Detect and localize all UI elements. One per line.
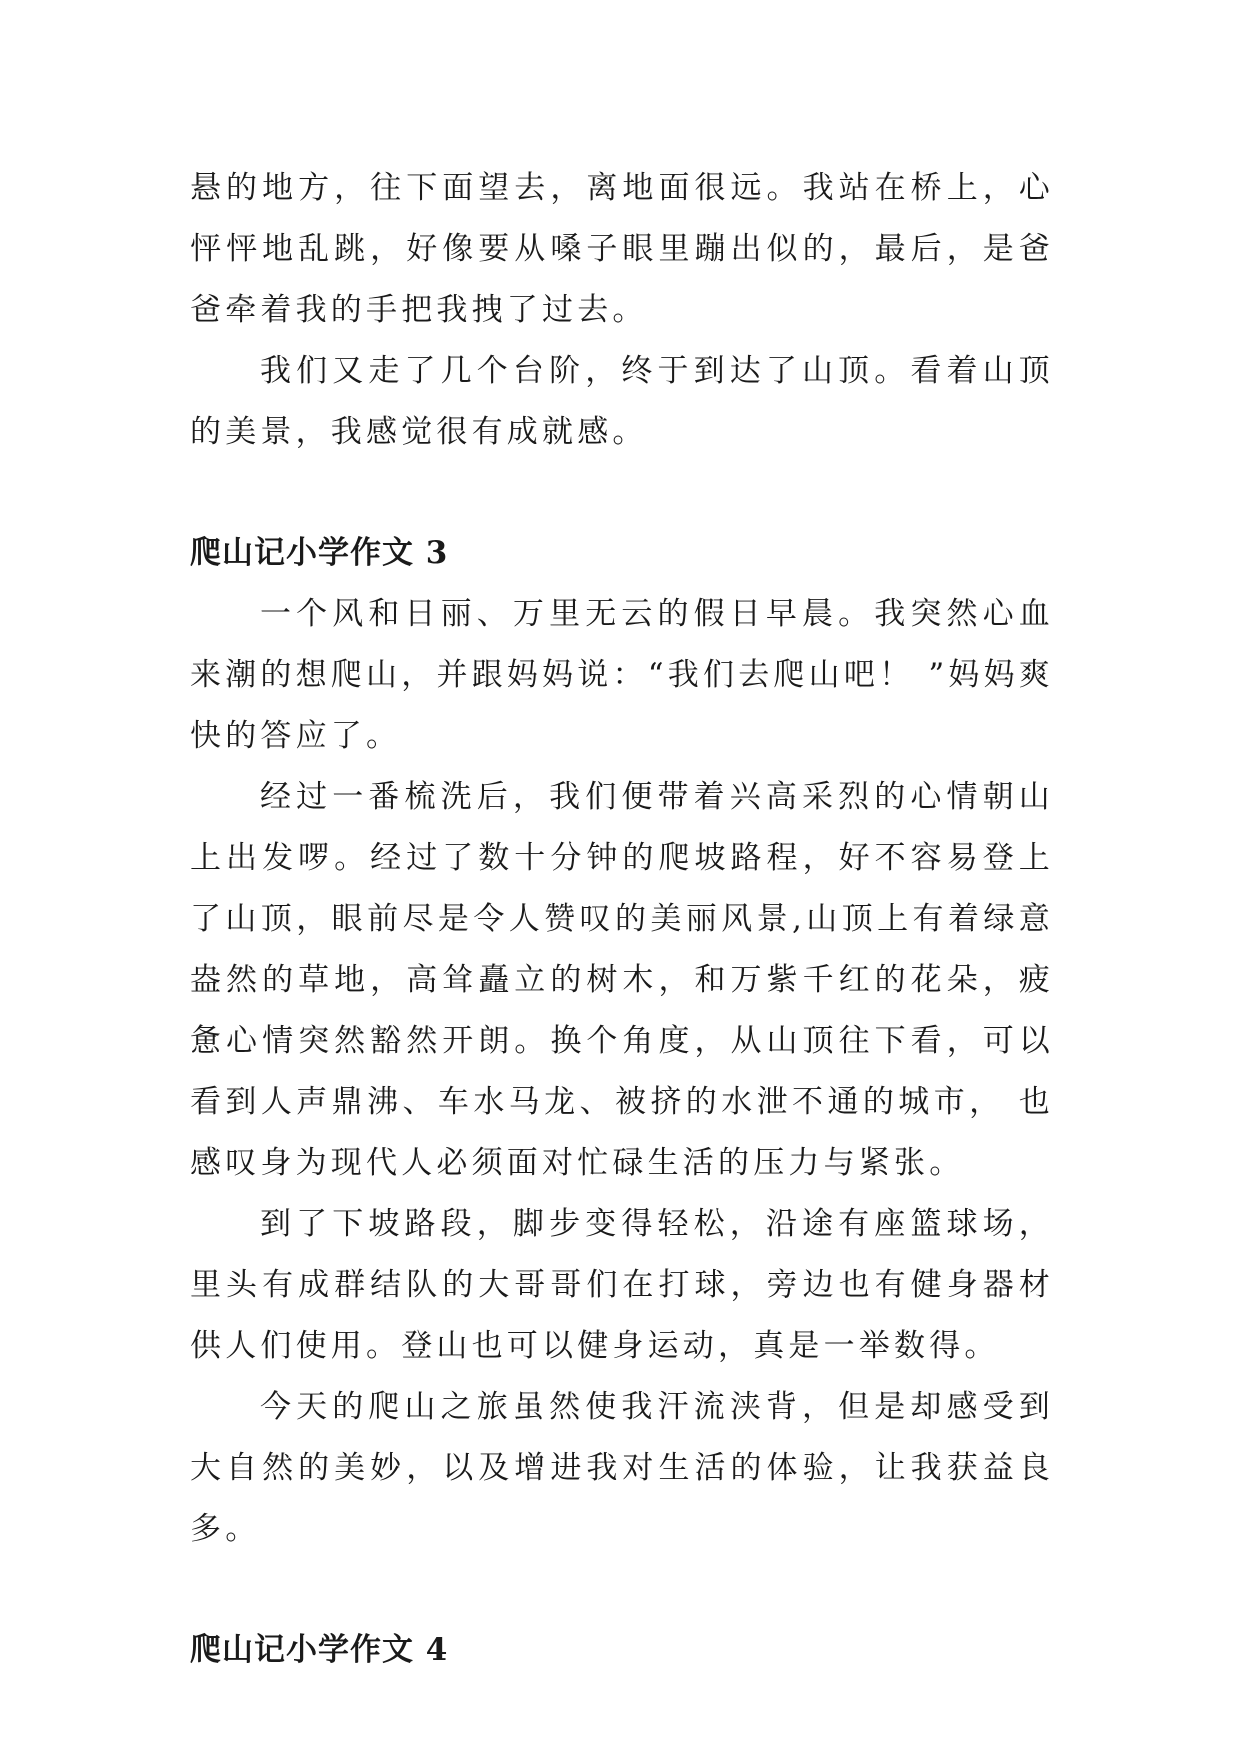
document-body	[190, 158, 1054, 1681]
section-gap	[190, 1560, 1054, 1620]
section-title-4: 爬山记小学作文 4	[190, 1632, 449, 1668]
section3-paragraph-3: 到了下坡路段，脚步变得轻松，沿途有座篮球场，里头有成群结队的大哥哥们在打球，旁边也有健身器材供人们使用。登山也可以健身运动，真是一举数得。	[190, 1206, 1054, 1364]
section3-paragraph-1: 一个风和日丽、万里无云的假日早晨。我突然心血来潮的想爬山，并跟妈妈说：“我们去爬山吧！ ”妈妈爽快的答应了。	[190, 596, 1054, 754]
paragraph-continued-1: 悬的地方，往下面望去，离地面很远。我站在桥上，心怦怦地乱跳，好像要从嗓子眼里蹦出似的，最后，是爸爸牵着我的手把我拽了过去。	[190, 170, 1054, 328]
section3-paragraph-4: 今天的爬山之旅虽然使我汗流浃背，但是却感受到大自然的美妙，以及增进我对生活的体验，让我获益良多。	[190, 1389, 1054, 1547]
section-gap	[190, 463, 1054, 523]
paragraph-continued-2: 我们又走了几个台阶，终于到达了山顶。看着山顶的美景，我感觉很有成就感。	[190, 353, 1054, 450]
section3-paragraph-2: 经过一番梳洗后，我们便带着兴高采烈的心情朝山上出发啰。经过了数十分钟的爬坡路程，好不容易登上了山顶，眼前尽是令人赞叹的美丽风景,山顶上有着绿意盎然的草地，高耸矗立的树木，和万紫千红的花朵，疲惫心情突然豁然开朗。换个角度，从山顶往下看，可以看到人声鼎沸、车水马龙、被挤的水泄不通的城市， 也感叹身为现代人必须面对忙碌生活的压力与紧张。	[190, 779, 1054, 1181]
section-title-3: 爬山记小学作文 3	[190, 535, 449, 571]
